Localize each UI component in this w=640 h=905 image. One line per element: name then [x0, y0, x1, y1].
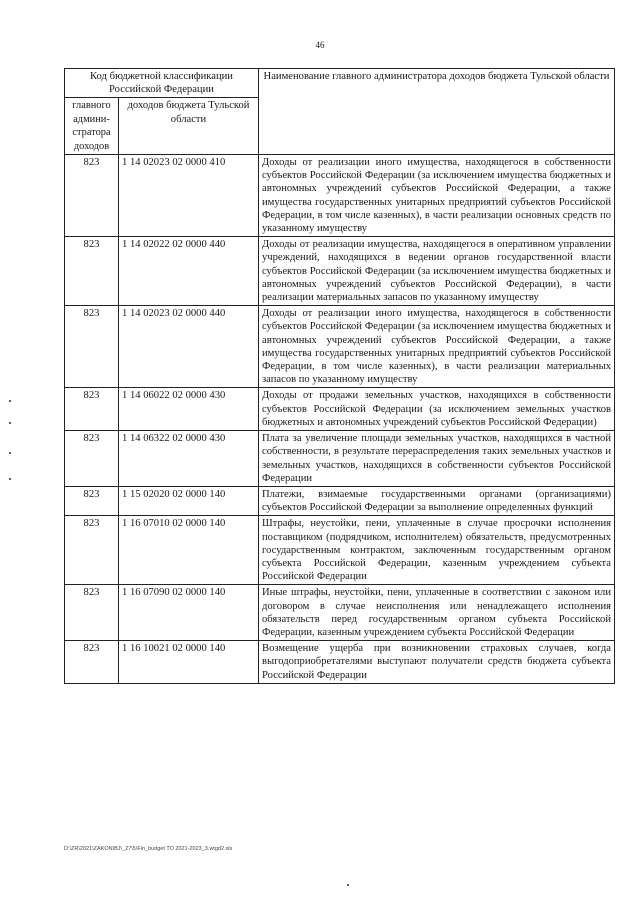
budget-code-cell: 1 15 02020 02 0000 140: [119, 486, 259, 515]
budget-code-cell: 1 14 06022 02 0000 430: [119, 388, 259, 431]
admin-code-cell: 823: [65, 431, 119, 487]
main-admin-subheader: главного админи-стратора доходов: [65, 98, 119, 155]
revenue-admin-table: [64, 68, 615, 684]
description-cell: Возмещение ущерба при возникновении страховых случаев, когда выгодоприобретателями выступают получатели средств бюджета субъекта Российской Федерации: [259, 641, 615, 684]
budget-code-cell: 1 16 07010 02 0000 140: [119, 516, 259, 585]
budget-code-cell: 1 14 06322 02 0000 430: [119, 431, 259, 487]
table-row: [65, 431, 615, 487]
admin-code-cell: 823: [65, 155, 119, 237]
description-cell: Доходы от реализации имущества, находящегося в оперативном управлении учреждений, находящихся в ведении органов государственной власти субъектов Российской Федерации (за исключением имущества бюджетных и автономных учреждений субъектов Российской Федерации), в части реализации материальных запасов по указанному имуществу: [259, 237, 615, 306]
table-row: [65, 237, 615, 306]
description-cell: Штрафы, неустойки, пени, уплаченные в случае просрочки исполнения поставщиком (подрядчиком, исполнителем) обязательств, предусмотренных государственным контрактом, заключенным государственным органом субъекта Российской Федерации, казенным учреждением субъекта Российской Федерации: [259, 516, 615, 585]
page-number: 46: [315, 40, 325, 50]
scan-mark: [9, 422, 11, 424]
footer-file-path: D:\ZR\2021\ZAKON\BJ\_27\5\Fin_budget TO 2021-2023_3.wtgd2.xls: [64, 846, 233, 852]
description-cell: Доходы от продажи земельных участков, находящихся в собственности субъектов Российской Федерации (за исключением земельных участков бюджетных и автономных учреждений субъектов Российской Федерации): [259, 388, 615, 431]
description-cell: Доходы от реализации иного имущества, находящегося в собственности субъектов Российской Федерации (за исключением имущества бюджетных и автономных учреждений субъектов Российской Федерации, а также имущества государственных унитарных предприятий субъектов Российской Федерации, в том числе казенных), в части реализации основных средств по указанному имуществу: [259, 155, 615, 237]
budget-code-cell: 1 14 02023 02 0000 410: [119, 155, 259, 237]
kbk-column-header: Код бюджетной классификации Российской Федерации: [65, 69, 259, 98]
admin-code-cell: 823: [65, 237, 119, 306]
description-cell: Плата за увеличение площади земельных участков, находящихся в частной собственности, в результате перераспределения таких земельных участков и земельных участков, находящихся в собственности субъектов Российской Федерации: [259, 431, 615, 487]
income-subheader: доходов бюджета Тульской области: [119, 98, 259, 155]
admin-code-cell: 823: [65, 388, 119, 431]
budget-code-cell: 1 16 10021 02 0000 140: [119, 641, 259, 684]
description-cell: Иные штрафы, неустойки, пени, уплаченные в соответствии с законом или договором в случае неисполнения или ненадлежащего исполнения обязательств перед государственным органом субъекта Российской Федерации, казенным учреждением субъекта Российской Федерации: [259, 585, 615, 641]
admin-code-cell: 823: [65, 516, 119, 585]
scan-mark: [9, 478, 11, 480]
admin-code-cell: 823: [65, 306, 119, 388]
scan-mark: [9, 400, 11, 402]
budget-code-cell: 1 14 02022 02 0000 440: [119, 237, 259, 306]
table-row: [65, 641, 615, 684]
admin-name-column-header: Наименование главного администратора доходов бюджета Тульской области: [259, 69, 615, 155]
table-row: [65, 486, 615, 515]
scan-mark: [9, 452, 11, 454]
admin-code-cell: 823: [65, 641, 119, 684]
table-row: [65, 516, 615, 585]
table-row: [65, 388, 615, 431]
description-cell: Доходы от реализации иного имущества, находящегося в собственности субъектов Российской Федерации (за исключением имущества бюджетных и автономных учреждений субъектов Российской Федерации, а также имущества государственных унитарных предприятий субъектов Российской Федерации, в том числе казенных), в части реализации материальных запасов по указанному имуществу: [259, 306, 615, 388]
table-header-row: [65, 69, 615, 98]
table-row: [65, 155, 615, 237]
budget-code-cell: 1 16 07090 02 0000 140: [119, 585, 259, 641]
budget-code-cell: 1 14 02023 02 0000 440: [119, 306, 259, 388]
table-row: [65, 585, 615, 641]
description-cell: Платежи, взимаемые государственными органами (организациями) субъектов Российской Федерации за выполнение определенных функций: [259, 486, 615, 515]
table-row: [65, 306, 615, 388]
scan-mark: [347, 884, 349, 886]
admin-code-cell: 823: [65, 486, 119, 515]
admin-code-cell: 823: [65, 585, 119, 641]
